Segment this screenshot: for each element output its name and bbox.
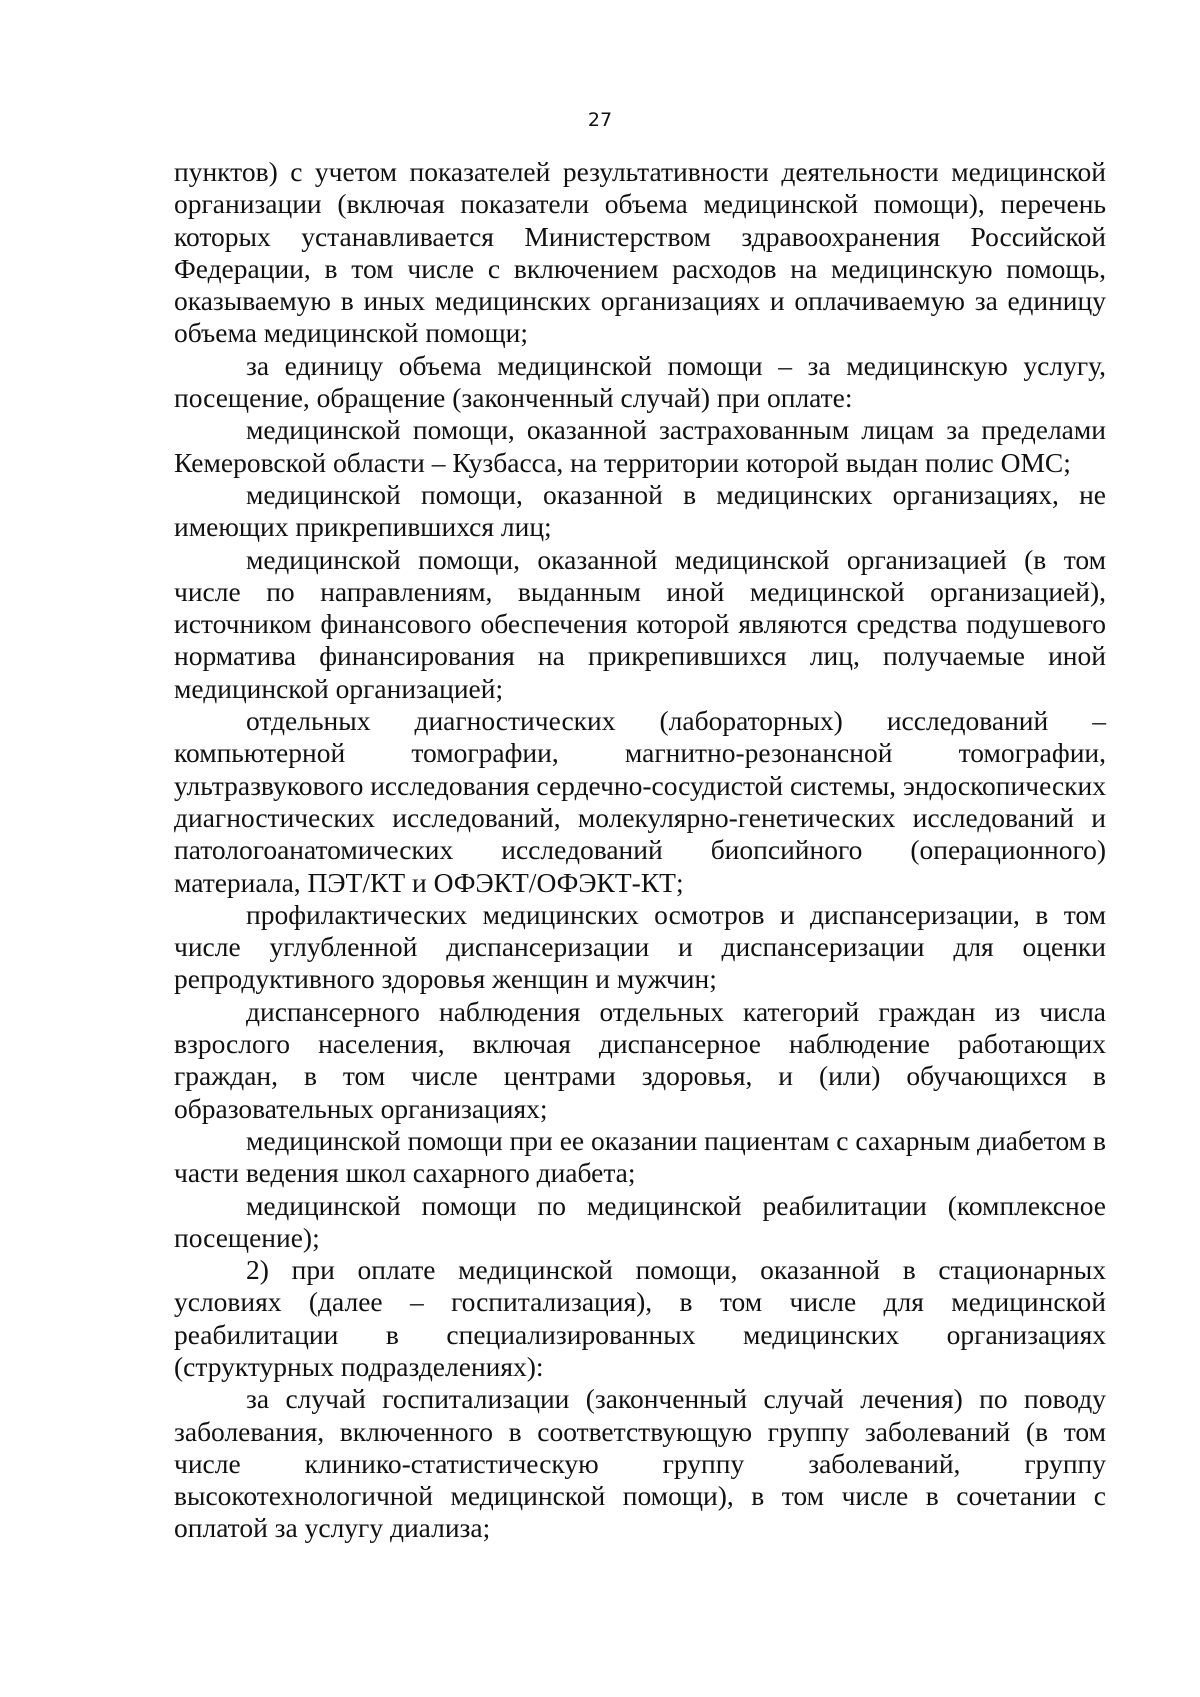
paragraph: за случай госпитализации (законченный случай лечения) по поводу заболевания, включенного в соответствующую группу заболеваний (в том числе клинико-статистическую группу заболеваний, группу высокотехнологичной медицинской помощи), в том числе в сочетании с оплатой за услугу диализа; [174, 1383, 1106, 1544]
paragraph: медицинской помощи по медицинской реабилитации (комплексное посещение); [174, 1189, 1106, 1253]
page-number: 27 [587, 109, 613, 131]
paragraph: медицинской помощи, оказанной медицинской организацией (в том числе по направлениям, выданным иной медицинской организацией), источником финансового обеспечения которой являются средства подушевого норматива финансирования на прикрепившихся лиц, получаемые иной медицинской организацией; [174, 543, 1106, 704]
paragraph: медицинской помощи, оказанной в медицинских организациях, не имеющих прикрепившихся лиц; [174, 478, 1106, 543]
paragraph: отдельных диагностических (лабораторных) исследований – компьютерной томографии, магнитно-резонансной томографии, ультразвукового исследования сердечно-сосудистой системы, эндоскопических диагностических исследований, молекулярно-генетических исследований и патологоанатомических исследований биопсийного (операционного) материала, ПЭТ/КТ и ОФЭКТ/ОФЭКТ-КТ; [174, 705, 1106, 898]
paragraph: медицинской помощи при ее оказании пациентам с сахарным диабетом в части ведения школ сахарного диабета; [174, 1124, 1106, 1189]
paragraph-continuation: пунктов) с учетом показателей результативности деятельности медицинской организации (включая показатели объема медицинской помощи), перечень которых устанавливается Министерством здравоохранения Российской Федерации, в том числе с включением расходов на медицинскую помощь, оказываемую в иных медицинских организациях и оплачиваемую за единицу объема медицинской помощи; [174, 156, 1106, 349]
paragraph: 2) при оплате медицинской помощи, оказанной в стационарных условиях (далее – госпитализация), в том числе для медицинской реабилитации в специализированных медицинских организациях (структурных подразделениях): [174, 1254, 1106, 1382]
document-body [174, 156, 1106, 1545]
paragraph: медицинской помощи, оказанной застрахованным лицам за пределами Кемеровской области – Кузбасса, на территории которой выдан полис ОМС; [174, 414, 1106, 478]
paragraph: диспансерного наблюдения отдельных категорий граждан из числа взрослого населения, включая диспансерное наблюдение работающих граждан, в том числе центрами здоровья, и (или) обучающихся в образовательных организациях; [174, 995, 1106, 1124]
paragraph: профилактических медицинских осмотров и диспансеризации, в том числе углубленной диспансеризации и диспансеризации для оценки репродуктивного здоровья женщин и мужчин; [174, 898, 1106, 995]
paragraph: за единицу объема медицинской помощи – за медицинскую услугу, посещение, обращение (законченный случай) при оплате: [174, 349, 1106, 414]
